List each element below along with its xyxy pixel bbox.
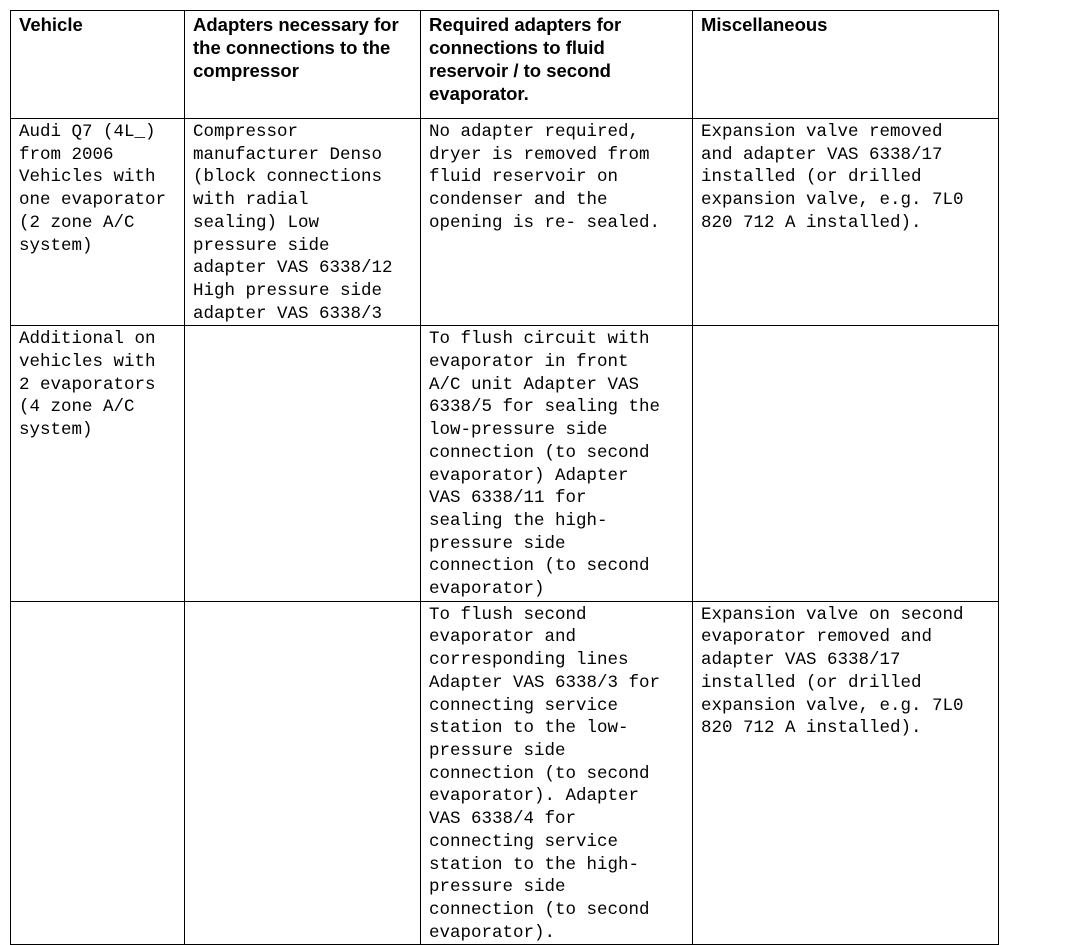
cell-reservoir-adapters: No adapter required, dryer is removed from fluid reservoir on condenser and the opening is re- sealed. bbox=[421, 119, 693, 326]
cell-vehicle: Audi Q7 (4L_) from 2006 Vehicles with one evaporator (2 zone A/C system) bbox=[11, 119, 185, 326]
cell-compressor-adapters bbox=[185, 601, 421, 945]
cell-compressor-adapters: Compressor manufacturer Denso (block connections with radial sealing) Low pressure side adapter VAS 6338/12 High pressure side adapter VAS 6338/3 bbox=[185, 119, 421, 326]
cell-miscellaneous: Expansion valve removed and adapter VAS 6338/17 installed (or drilled expansion valve, e.g. 7L0 820 712 A installed). bbox=[693, 119, 999, 326]
cell-miscellaneous: Expansion valve on second evaporator removed and adapter VAS 6338/17 installed (or drilled expansion valve, e.g. 7L0 820 712 A installed). bbox=[693, 601, 999, 945]
adapter-table bbox=[10, 10, 999, 945]
header-compressor-adapters: Adapters necessary for the connections to the compressor bbox=[185, 11, 421, 119]
cell-vehicle bbox=[11, 601, 185, 945]
header-reservoir-adapters: Required adapters for connections to fluid reservoir / to second evaporator. bbox=[421, 11, 693, 119]
cell-vehicle: Additional on vehicles with 2 evaporators (4 zone A/C system) bbox=[11, 326, 185, 601]
header-row bbox=[11, 11, 999, 119]
cell-compressor-adapters bbox=[185, 326, 421, 601]
table-row bbox=[11, 601, 999, 945]
header-miscellaneous: Miscellaneous bbox=[693, 11, 999, 119]
table-row bbox=[11, 326, 999, 601]
table-row bbox=[11, 119, 999, 326]
header-vehicle: Vehicle bbox=[11, 11, 185, 119]
cell-reservoir-adapters: To flush circuit with evaporator in front A/C unit Adapter VAS 6338/5 for sealing the low-pressure side connection (to second evaporator) Adapter VAS 6338/11 for sealing the high- pressure side connection (to second evaporator) bbox=[421, 326, 693, 601]
cell-reservoir-adapters: To flush second evaporator and corresponding lines Adapter VAS 6338/3 for connecting service station to the low- pressure side connection (to second evaporator). Adapter VAS 6338/4 for connecting service station to the high- pressure side connection (to second evaporator). bbox=[421, 601, 693, 945]
cell-miscellaneous bbox=[693, 326, 999, 601]
